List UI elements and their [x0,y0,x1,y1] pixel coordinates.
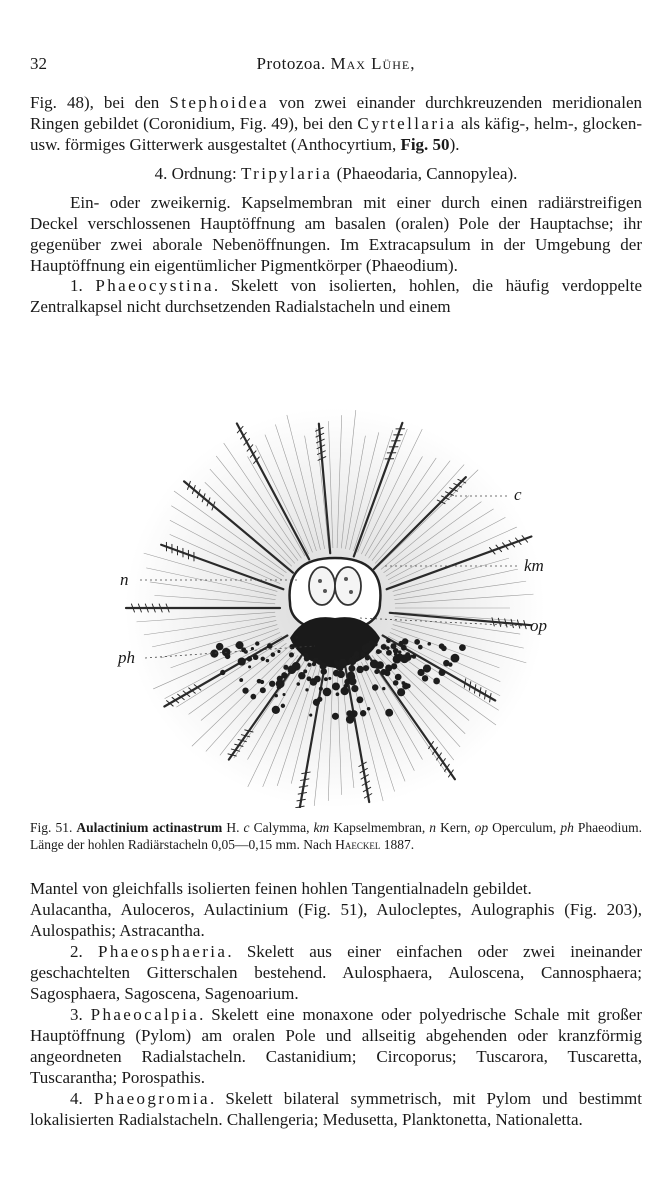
label-c: c [514,485,522,504]
section-text: . Skelett bilateral symmetrisch, mit Pylom und bestimmt lokalisierten Radialstacheln. Challengeria; Medusetta, Planktonetta, Nationaletta. [30,1089,642,1129]
radiolarian-illustration [100,378,570,808]
section-number: 4. [70,1089,94,1108]
caption-figno: Fig. 51. [30,820,73,835]
intro-part: als käfig-, helm-, glocken- usw. förmiges Gitterwerk ausgestaltet (Anthocyrtium, [30,113,642,154]
section-phaeosphaeria [30,941,642,1004]
label-op: op [530,616,547,635]
illustration-artwork [125,408,545,808]
caption-abbr: c [243,820,250,835]
label-ph: ph [118,648,135,667]
label-n: n [120,570,129,589]
page-number: 32 [30,54,47,73]
lower-text [30,878,642,1130]
running-header [30,54,642,80]
caption-abbr: ph [560,820,574,835]
section-phaeogromia [30,1088,642,1130]
section-name: Phaeosphaeria [97,942,228,961]
caption-text: Kern, [436,820,475,835]
section-text: . Skelett eine monaxone oder polyedrische Schale mit großer Hauptöffnung (Pylom) am oralen Pole und allseitig abgehenden oder kranzförmig angeordneten Radialstacheln. Castanidium; Circoporus; Tuscarora, Tuscaretta, Tuscarantha; Porospathis. [30,1005,642,1087]
order-description: Ein- oder zweikernig. Kapselmembran mit einer durch einen radiärstreifigen Deckel verschlossenen Hauptöffnung am basalen (oralen) Pole der Hauptachse; ihr gegenüber zwei aborale Nebenöffnungen. Im Extracapsulum in der Umgebung der Hauptöffnung ein eigentümlicher Pigmentkörper (Phaeodium). [30,193,642,275]
upper-text [30,93,642,318]
intro-part: von zwei einander durchkreuzenden meridionalen Ringen gebildet (Coronidium, Fig. 49), bei den [30,93,642,133]
phaeocystina-genera: Aulacantha, Auloceros, Aulactinium (Fig. 51), Aulocleptes, Aulographis (Fig. 203), Aulospathis; Astracantha. [30,900,642,940]
running-title-prefix: Protozoa. [256,54,326,73]
running-title-author: Max Lühe, [330,54,416,73]
section-phaeocystina [30,276,642,318]
section-text: . Skelett aus einer einfachen oder zwei ineinander geschachtelten Gitterschalen bestehend. Aulosphaera, Auloscena, Cannosphaera; Sagosphaera, Sagoscena, Sagenoarium. [30,942,643,1003]
caption-species: Aulactinium actinastrum [76,820,223,835]
order-suffix: (Phaeodaria, Cannopylea). [332,164,518,184]
caption-source: Haeckel [335,836,381,852]
intro-paragraph [30,93,642,155]
caption-year: 1887. [380,836,415,852]
intro-part: Fig. 48), bei den [30,93,170,112]
group-name: Cyrtellaria [357,113,457,133]
section-phaeocalpia [30,1004,642,1088]
running-title [30,54,642,74]
section-name: Phaeogromia [93,1089,210,1108]
section-text: . Skelett von isolierten, hohlen, die häufig verdoppelte Zentralkapsel nicht durchsetzenden Radialstacheln und einem [30,276,643,317]
order-heading [30,164,642,185]
caption-text: Phaeodium. Länge der hohlen Radiärstacheln 0,05—0,15 mm. Nach [30,820,643,852]
figure-caption [30,820,642,853]
caption-author: H. [222,820,244,835]
order-prefix: 4. Ordnung: [154,164,241,184]
caption-abbr: op [474,820,489,835]
figure-reference: Fig. 50 [400,134,450,154]
section-number: 1. [70,276,96,296]
group-name: Stephoidea [169,93,269,112]
phaeocystina-continued: Mantel von gleichfalls isolierten feinen hohlen Tangentialnadeln gebildet. [30,879,532,898]
section-number: 2. [70,942,98,961]
label-km: km [524,556,544,575]
caption-text: Kapselmembran, [329,820,430,835]
section-number: 3. [70,1005,91,1024]
caption-abbr: n [429,820,437,835]
section-name: Phaeocalpia [90,1005,200,1024]
section-name: Phaeocystina [95,276,214,296]
order-name: Tripylaria [241,164,333,184]
caption-text: Operculum, [488,820,561,835]
caption-abbr: km [313,820,330,835]
caption-text: Calymma, [249,820,314,835]
intro-part: ). [449,134,460,154]
